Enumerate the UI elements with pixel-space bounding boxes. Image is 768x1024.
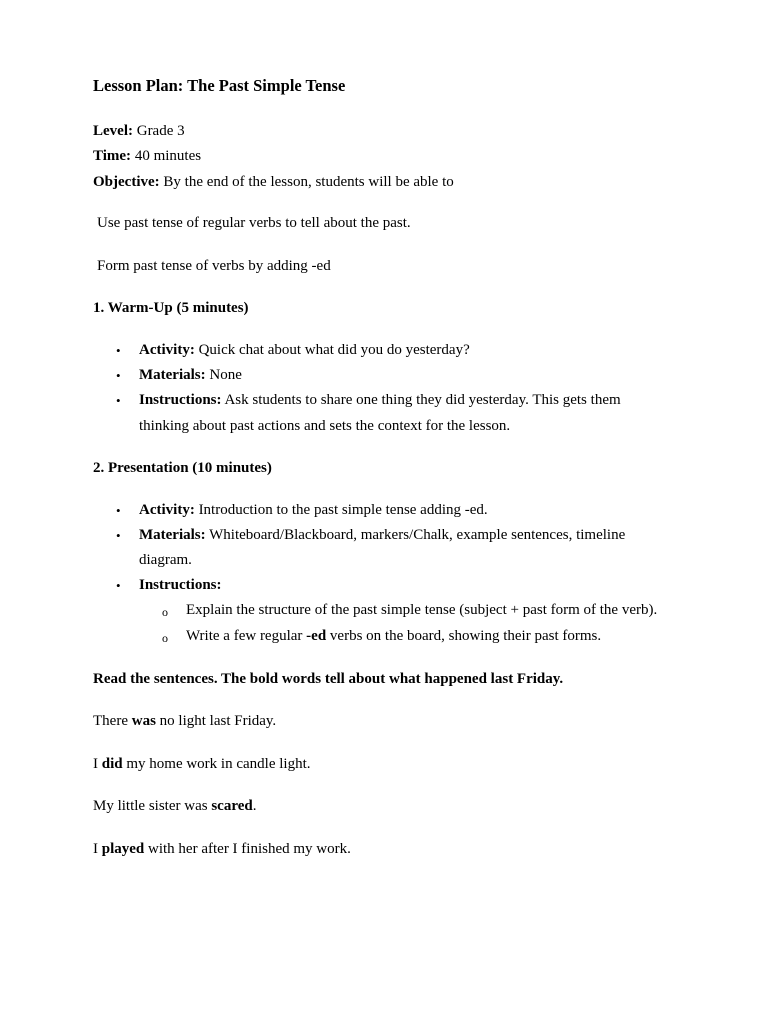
list-item: Activity: Quick chat about what did you do yesterday? xyxy=(139,342,470,358)
objective-item: Use past tense of regular verbs to tell about the past. xyxy=(97,215,411,231)
section-heading-warmup: 1. Warm-Up (5 minutes) xyxy=(93,300,249,316)
bullet-icon: • xyxy=(116,368,121,383)
bullet-icon: • xyxy=(116,393,121,408)
bullet-icon: • xyxy=(116,578,121,593)
objective-value: By the end of the lesson, students will be able to xyxy=(163,174,454,190)
time-value: 40 minutes xyxy=(134,148,202,164)
bullet-icon: • xyxy=(116,343,121,358)
example-sentence: There was no light last Friday. xyxy=(93,713,277,729)
section-heading-presentation: 2. Presentation (10 minutes) xyxy=(93,460,272,476)
list-item: Materials: Whiteboard/Blackboard, markers/Chalk, example sentences, timeline xyxy=(139,527,626,543)
bullet-icon: • xyxy=(116,528,121,543)
time-line xyxy=(93,147,201,165)
list-item: Instructions: xyxy=(139,577,222,593)
list-item: Instructions: Ask students to share one thing they did yesterday. This gets them xyxy=(139,392,621,408)
page-title: Lesson Plan: The Past Simple Tense xyxy=(93,76,346,95)
objective-label: Objective: xyxy=(93,174,160,190)
example-sentence: I did my home work in candle light. xyxy=(93,756,311,772)
example-sentence: My little sister was scared. xyxy=(93,798,257,814)
reading-heading: Read the sentences. The bold words tell about what happened last Friday. xyxy=(93,671,564,687)
bullet-icon: • xyxy=(116,503,121,518)
time-label: Time: xyxy=(93,148,132,164)
list-item-continuation: thinking about past actions and sets the context for the lesson. xyxy=(139,418,511,434)
level-value: Grade 3 xyxy=(136,123,185,139)
sub-list-item: Write a few regular -ed verbs on the board, showing their past forms. xyxy=(186,628,602,644)
objective-item: Form past tense of verbs by adding -ed xyxy=(97,258,331,274)
objective-line xyxy=(93,173,454,191)
list-item: Materials: None xyxy=(139,367,242,383)
level-label: Level: xyxy=(93,123,133,139)
sub-bullet-icon: o xyxy=(162,605,168,619)
level-line xyxy=(93,122,185,140)
list-item-continuation: diagram. xyxy=(139,552,192,568)
sub-bullet-icon: o xyxy=(162,631,168,645)
sub-list-item: Explain the structure of the past simple tense (subject + past form of the verb). xyxy=(186,602,658,618)
example-sentence: I played with her after I finished my work. xyxy=(93,841,351,857)
list-item: Activity: Introduction to the past simple tense adding -ed. xyxy=(139,502,488,518)
